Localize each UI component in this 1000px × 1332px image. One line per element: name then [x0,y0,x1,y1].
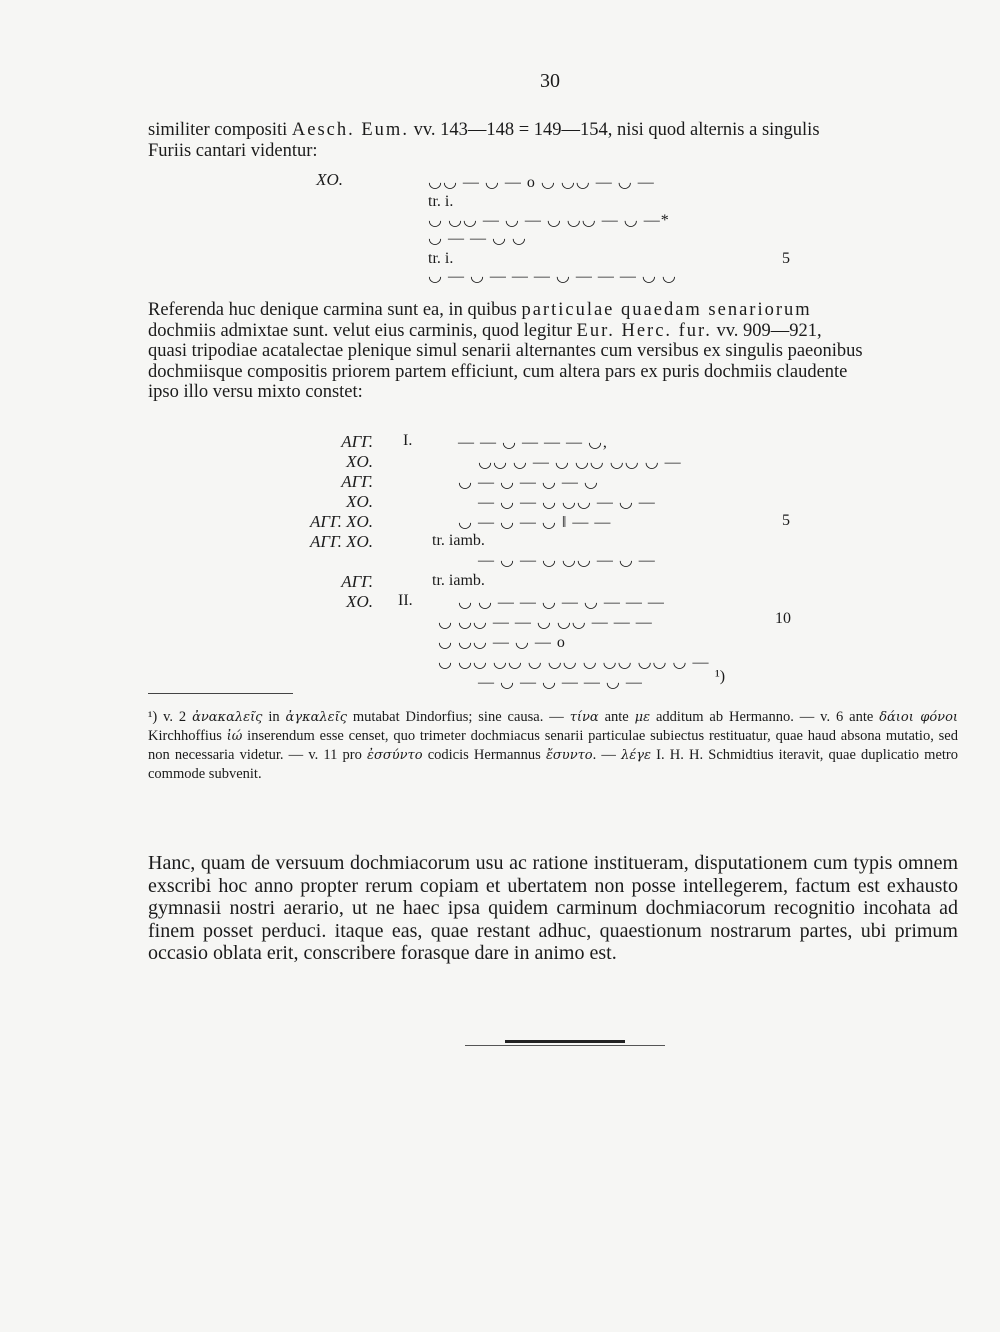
paragraph-line-5: ipso illo versu mixto constet: [148,382,363,402]
page-number: 30 [540,70,560,92]
paragraph-line-3: quasi tripodiae acatalectae plenique simul senarii alternantes cum versibus ex singulis paeonibus [148,341,863,361]
footnote-text: in [262,709,286,725]
scheme2-speaker: ΑΓΓ. [341,432,373,451]
intro-line-2: Furiis cantari videntur: [148,140,318,161]
footnote-text: Kirchhoffius [148,728,227,744]
footnote-text: inserendum esse censet, quo trimeter dochmiacus senarii particulae subiectus restituatur, quae haud absona mutatio, sed non necessaria videtur. — v. 11 pro [148,728,958,763]
footnote-greek: τίνα [569,710,599,725]
scheme2-metric: — ◡ — ◡ ◡◡ — ◡ — [478,552,656,569]
scheme1-metric-row: ◡ — ◡ — — — ◡ — — — ◡ ◡ [428,268,677,285]
footnote-greek: δάιοι φόνοι [879,710,958,725]
scheme1-label-row: tr. i. [428,250,454,267]
paragraph-line-2-post: vv. 909—921, [711,320,822,341]
intro-author: Aesch. Eum. [291,120,409,140]
footnote-greek: ἀνακαλεῖς [192,710,263,725]
scheme2-metric: ◡ ◡◡ — — ◡ ◡◡ — — — [438,614,653,631]
scheme2-roman: I. [403,432,413,449]
scheme2-speaker: ΑΓΓ. [341,472,373,491]
scheme2-metric: ◡ ◡◡ ◡◡ ◡ ◡◡ ◡ ◡◡ ◡◡ ◡ — [438,654,710,671]
scheme1-speaker: XO. [316,170,343,189]
scheme2-metric: — ◡ — ◡ ◡◡ — ◡ — [478,494,656,511]
footnote-text: codicis Hermannus [422,747,546,763]
scheme2-metric: ◡◡ ◡ — ◡ ◡◡ ◡◡ ◡ — [478,454,682,471]
end-rule-thin [465,1045,665,1046]
paragraph-line-1-spaced: particulae quaedam senariorum [521,300,812,320]
scheme2-speaker: ΑΓΓ. ΧΟ. [310,532,373,551]
scheme2-roman: II. [398,592,413,609]
scheme2-roman: tr. iamb. [432,572,485,589]
scheme2-line-number-5: 5 [782,512,790,529]
footnote-greek: με [634,710,651,725]
paragraph-line-1-pre: Referenda huc denique carmina sunt ea, in quibus [148,300,522,320]
scheme2-metric: ◡ — ◡ — ◡ — ◡ [458,474,599,491]
scheme1-label-row: tr. i. [428,193,454,210]
scheme2-speaker: ΧΟ. [346,452,373,471]
footnote-greek: ἰώ [226,729,243,744]
scheme2-metric: ◡ ◡ — — ◡ — ◡ — — — [458,594,665,611]
footnote-text: additum ab Hermanno. — v. 6 ante [650,709,880,725]
footnote-reference: ¹) [715,668,726,685]
scheme1-line-number: 5 [782,250,790,267]
footnote-greek: ἀγκαλεῖς [285,710,347,725]
paragraph-line-2 [148,321,958,342]
closing-paragraph: Hanc, quam de versuum dochmiacorum usu ac ratione institueram, disputationem cum typis omnem exscribi hoc anno propter rerum copiam et ubertatem non posse intellegerem, factum est exhausto gymnasii nostri aerario, ut ne haec ipsa quidem carminum dochmiacorum recognitio incohata ad finem posset perduci. itaque eas, quae restant adhuc, quaestionum nostrarum partes, ubi primum occasio oblata erit, conscribere forasque dare in animo est. [148,852,958,964]
intro-line-1-post: vv. 143—148 = 149—154, nisi quod alternis a singulis [408,120,820,140]
intro-text [148,120,958,161]
scheme2-metric: — — ◡ — — — ◡, [458,434,608,451]
intro-line-1-pre: similiter compositi [148,120,292,140]
scheme2-roman: tr. iamb. [432,532,485,549]
paragraph-line-2-spaced: Eur. Herc. fur. [576,320,712,341]
scheme2-line-number-10: 10 [775,610,791,627]
footnote [148,708,958,784]
scheme1-metric-row: ◡◡ — ◡ — ο ◡ ◡◡ — ◡ — [428,174,655,191]
intro-line-1 [148,120,958,141]
footnote-text: mutabat Dindorfius; sine causa. — [347,709,570,725]
scheme2-speaker: ΑΓΓ. ΧΟ. [310,512,373,531]
scheme2-metric: — ◡ — ◡ — — ◡ — [478,674,643,691]
footnote-text: I. H. H. Schmidtius iteravit, quae duplicatio metro commode subvenit. [148,747,959,782]
scheme1-metric-row: ◡ — — ◡ ◡ [428,230,527,247]
footnote-text: . — [592,747,622,763]
scheme1-metric-row: ◡ ◡◡ — ◡ — ◡ ◡◡ — ◡ —* [428,212,670,229]
footnote-greek: λέγε [621,748,652,763]
main-paragraph [148,300,958,403]
footnote-text: ante [598,709,635,725]
paragraph-line-2-pre: dochmiis admixtae sunt. velut eius carminis, quod legitur [148,320,577,341]
scheme2-metric: ◡ — ◡ — ◡ ‖ — — [458,514,612,531]
footnote-greek: ἐσσύντο [367,748,423,763]
footnote-text: v. 2 [157,709,193,725]
scheme2-speaker: ΧΟ. [346,492,373,511]
footnote-rule [148,693,293,694]
paragraph-line-1 [148,300,958,321]
scheme2-speaker: ΑΓΓ. [341,572,373,591]
paragraph-line-4: dochmiisque compositis priorem partem efficiunt, cum altera pars ex puris dochmiis claudente [148,361,848,382]
end-rule [505,1040,625,1043]
scheme2-speaker: ΧΟ. [346,592,373,611]
footnote-greek: ἔσυντο [545,748,593,763]
footnote-marker: ¹) [148,709,158,725]
scheme2-metric: ◡ ◡◡ — ◡ — ο [438,634,566,651]
